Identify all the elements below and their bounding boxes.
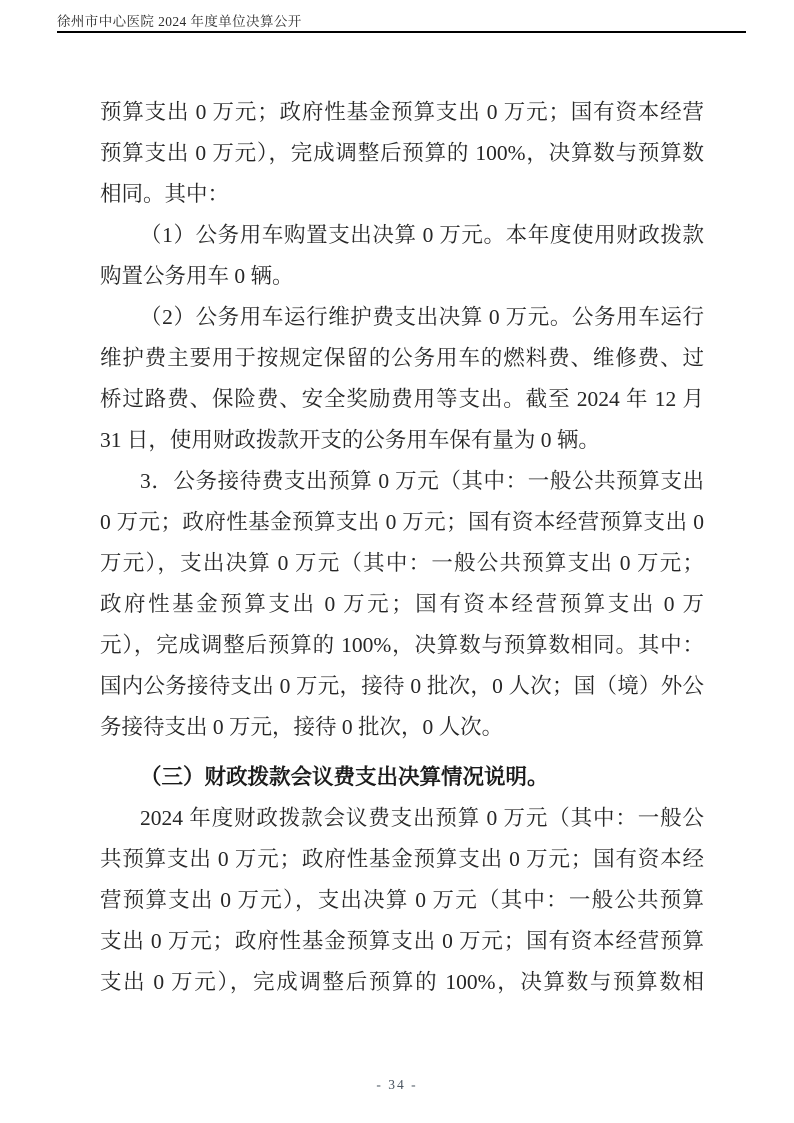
text-line: 3．公务接待费支出预算 0 万元（其中：一般公共预算支出 [140,469,704,493]
text-line: 国内公务接待支出 0 万元，接待 0 批次，0 人次；国（境）外公 [100,674,704,698]
text-line: 支出 0 万元），完成调整后预算的 100%，决算数与预算数相 [100,970,704,994]
text-line: 支出 0 万元；政府性基金预算支出 0 万元；国有资本经营预算 [100,929,704,953]
text-line: 预算支出 0 万元），完成调整后预算的 100%，决算数与预算数 [100,141,704,165]
text-line: （2）公务用车运行维护费支出决算 0 万元。公务用车运行 [140,305,704,329]
text-line: 桥过路费、保险费、安全奖励费用等支出。截至 2024 年 12 月 [100,387,704,411]
text-line: （1）公务用车购置支出决算 0 万元。本年度使用财政拨款 [140,223,704,247]
text-line: 预算支出 0 万元；政府性基金预算支出 0 万元；国有资本经营 [100,100,704,124]
text-line: 相同。其中： [100,182,230,206]
text-line: 2024 年度财政拨款会议费支出预算 0 万元（其中：一般公 [140,806,704,830]
page-footer [0,1076,794,1094]
text-line: 务接待支出 0 万元，接待 0 批次，0 人次。 [100,715,504,739]
text-line: 0 万元；政府性基金预算支出 0 万元；国有资本经营预算支出 0 [100,510,704,534]
section-heading-line: （三）财政拨款会议费支出决算情况说明。 [140,765,549,789]
text-line: 购置公务用车 0 辆。 [100,264,294,288]
text-line: 元），完成调整后预算的 100%，决算数与预算数相同。其中： [100,633,704,657]
header-rule [57,31,746,33]
text-line: 万元），支出决算 0 万元（其中：一般公共预算支出 0 万元； [100,551,704,575]
text-line: 维护费主要用于按规定保留的公务用车的燃料费、维修费、过 [100,346,704,370]
page-header-title: 徐州市中心医院 2024 年度单位决算公开 [57,14,302,29]
text-line: 营预算支出 0 万元），支出决算 0 万元（其中：一般公共预算 [100,888,704,912]
page-number: - 34 - [376,1077,418,1092]
text-line: 共预算支出 0 万元；政府性基金预算支出 0 万元；国有资本经 [100,847,704,871]
document-body [100,92,704,1003]
text-line: 政府性基金预算支出 0 万元；国有资本经营预算支出 0 万 [100,592,704,616]
text-line: 31 日，使用财政拨款开支的公务用车保有量为 0 辆。 [100,428,600,452]
